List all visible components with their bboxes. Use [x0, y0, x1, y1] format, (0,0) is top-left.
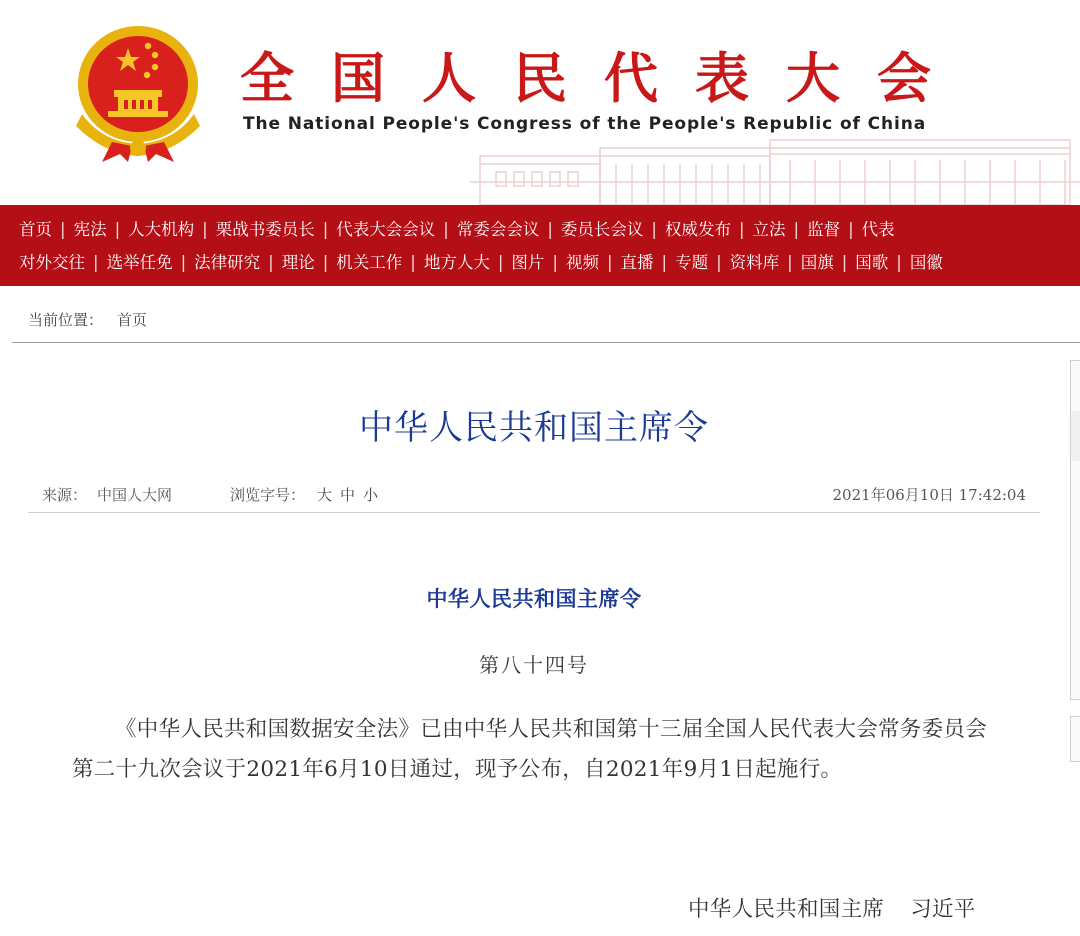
- nav-item-row1-3[interactable]: 栗战书委员长: [215, 220, 315, 239]
- nav-separator: |: [552, 253, 558, 272]
- nav-separator: |: [841, 253, 848, 272]
- site-title: 全国人民代表大会: [240, 47, 968, 110]
- nav-item-row2-13[interactable]: 国徽: [909, 253, 943, 272]
- nav-separator: |: [410, 253, 416, 272]
- great-hall-icon: [470, 138, 1080, 205]
- nav-separator: |: [114, 220, 121, 239]
- breadcrumb: [12, 304, 1080, 343]
- signature-name: 习近平: [910, 897, 976, 922]
- nav-item-row2-1[interactable]: 选举任免: [106, 253, 173, 272]
- source-value: 中国人大网: [97, 486, 173, 504]
- source-label: 来源：: [42, 486, 88, 504]
- order-number: 第八十四号: [479, 653, 589, 677]
- breadcrumb-home-link[interactable]: 首页: [117, 311, 148, 329]
- nav-separator: |: [793, 220, 800, 239]
- site-subtitle: The National People's Congress of the People's Republic of China: [243, 114, 927, 134]
- nav-row-secondary: [19, 250, 943, 276]
- nav-item-row2-12[interactable]: 国歌: [855, 253, 889, 272]
- main-nav: [0, 205, 1080, 286]
- nav-item-row2-10[interactable]: 资料库: [729, 253, 780, 272]
- nav-separator: |: [661, 253, 668, 272]
- nav-item-row2-0[interactable]: 对外交往: [19, 253, 85, 272]
- article-title: 中华人民共和国主席令: [359, 408, 709, 448]
- nav-separator: |: [497, 253, 504, 272]
- nav-separator: |: [606, 253, 613, 272]
- nav-separator: |: [268, 253, 274, 272]
- nav-item-row2-2[interactable]: 法律研究: [194, 253, 261, 272]
- nav-separator: |: [322, 220, 329, 239]
- nav-separator: |: [180, 253, 187, 272]
- nav-item-row2-9[interactable]: 专题: [675, 253, 709, 272]
- nav-separator: |: [547, 220, 553, 239]
- sidebar-box-edge: [1070, 716, 1080, 762]
- nav-item-row2-11[interactable]: 国旗: [800, 253, 834, 272]
- nav-item-row1-9[interactable]: 监督: [807, 220, 841, 239]
- nav-item-row1-1[interactable]: 宪法: [73, 220, 107, 239]
- sidebar-panel-edge: [1070, 360, 1080, 700]
- nav-item-row1-6[interactable]: 委员长会议: [560, 220, 644, 239]
- nav-separator: |: [848, 220, 854, 239]
- nav-item-row2-3[interactable]: 理论: [281, 253, 315, 272]
- nav-separator: |: [93, 253, 99, 272]
- nav-row-primary: [19, 217, 895, 243]
- nav-item-row2-5[interactable]: 地方人大: [423, 253, 490, 272]
- signature-title: 中华人民共和国主席: [688, 897, 885, 922]
- nav-separator: |: [716, 253, 722, 272]
- nav-item-row1-2[interactable]: 人大机构: [128, 220, 195, 239]
- nav-item-row1-7[interactable]: 权威发布: [664, 220, 731, 239]
- font-size-control: [230, 484, 378, 505]
- nav-item-row1-5[interactable]: 常委会会议: [456, 220, 540, 239]
- nav-separator: |: [738, 220, 745, 239]
- breadcrumb-label: 当前位置：: [28, 311, 104, 329]
- site-header: [0, 0, 1080, 205]
- national-emblem-icon[interactable]: [72, 22, 204, 162]
- nav-item-row2-6[interactable]: 图片: [511, 253, 545, 272]
- article-meta: [28, 480, 1040, 513]
- nav-separator: |: [60, 220, 66, 239]
- order-title: 中华人民共和国主席令: [426, 586, 642, 611]
- nav-separator: |: [443, 220, 449, 239]
- font-size-small-button[interactable]: 小: [363, 486, 379, 504]
- nav-item-row1-0[interactable]: 首页: [19, 220, 52, 239]
- nav-separator: |: [651, 220, 657, 239]
- nav-separator: |: [896, 253, 902, 272]
- article-body: 《中华人民共和国数据安全法》已由中华人民共和国第十三届全国人民代表大会常务委员会第二十九次会议于2021年6月10日通过，现予公布，自2021年9月1日起施行。: [72, 717, 988, 782]
- nav-item-row2-4[interactable]: 机关工作: [336, 253, 403, 272]
- nav-item-row2-7[interactable]: 视频: [565, 253, 599, 272]
- font-size-label: 浏览字号：: [230, 486, 306, 504]
- nav-separator: |: [787, 253, 793, 272]
- nav-separator: |: [322, 253, 329, 272]
- nav-separator: |: [202, 220, 208, 239]
- nav-item-row2-8[interactable]: 直播: [620, 253, 654, 272]
- nav-item-row1-8[interactable]: 立法: [752, 220, 786, 239]
- font-size-large-button[interactable]: 大: [317, 486, 333, 504]
- article-datetime: 2021年06月10日 17:42:04: [832, 486, 1026, 504]
- article-source: [42, 484, 172, 505]
- nav-item-row1-4[interactable]: 代表大会会议: [336, 220, 436, 239]
- signature: [688, 892, 976, 923]
- nav-item-row1-10[interactable]: 代表: [861, 220, 895, 239]
- font-size-medium-button[interactable]: 中: [340, 486, 356, 504]
